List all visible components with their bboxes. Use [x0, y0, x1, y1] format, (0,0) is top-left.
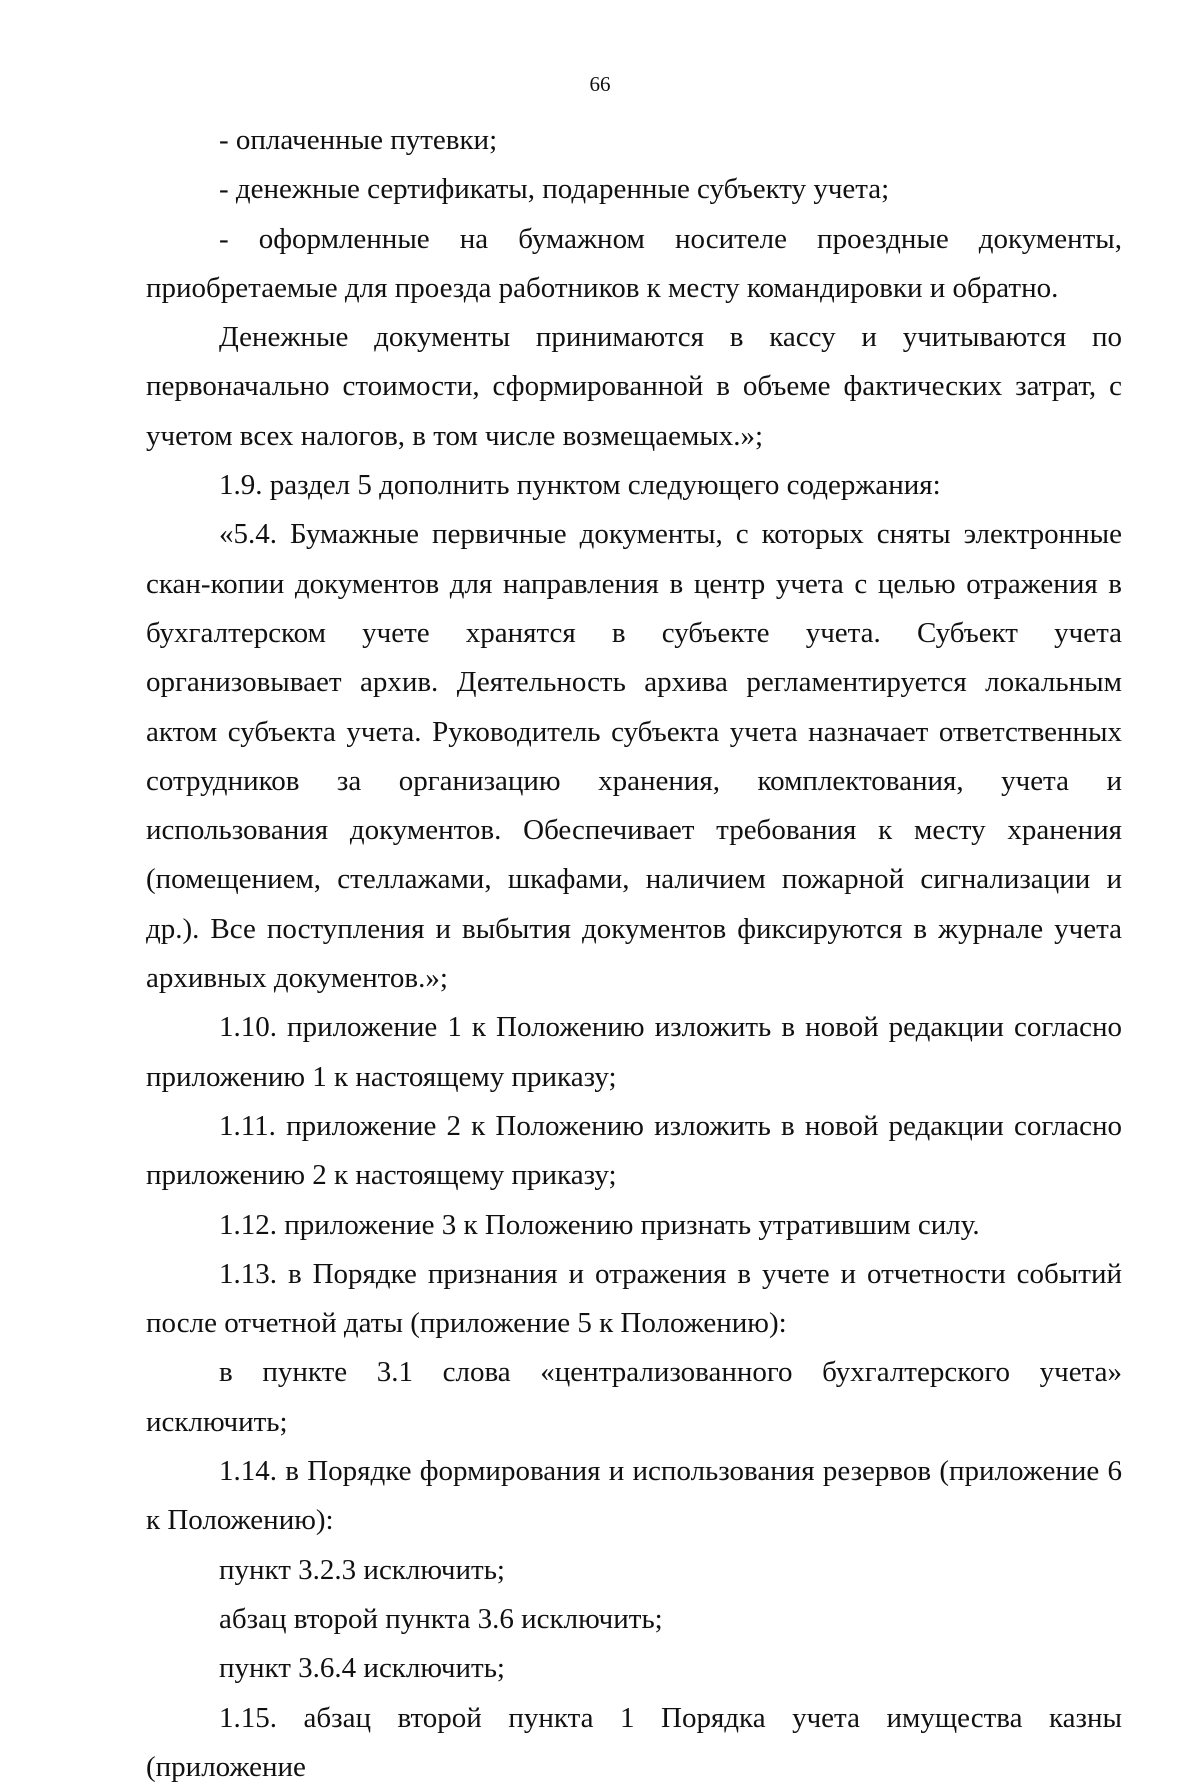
- paragraph-money-certificates: - денежные сертификаты, подаренные субъекту учета;: [146, 165, 1122, 214]
- paragraph-item-1-9: 1.9. раздел 5 дополнить пунктом следующего содержания:: [146, 461, 1122, 510]
- paragraph-paid-vouchers: - оплаченные путевки;: [146, 116, 1122, 165]
- paragraph-item-3-6-4: пункт 3.6.4 исключить;: [146, 1644, 1122, 1693]
- paragraph-item-1-11: 1.11. приложение 2 к Положению изложить в новой редакции согласно приложению 2 к настоящему приказу;: [146, 1102, 1122, 1201]
- paragraph-item-3-2-3: пункт 3.2.3 исключить;: [146, 1546, 1122, 1595]
- paragraph-item-1-15: 1.15. абзац второй пункта 1 Порядка учета имущества казны (приложение: [146, 1694, 1122, 1792]
- paragraph-item-1-10: 1.10. приложение 1 к Положению изложить в новой редакции согласно приложению 1 к настоящему приказу;: [146, 1003, 1122, 1102]
- paragraph-item-1-12: 1.12. приложение 3 к Положению признать утратившим силу.: [146, 1201, 1122, 1250]
- paragraph-item-5-4: «5.4. Бумажные первичные документы, с которых сняты электронные скан-копии документов для направления в центр учета с целью отражения в бухгалтерском учете хранятся в субъекте учета. Субъект учета организовывает архив. Деятельность архива регламентируется локальным актом субъекта учета. Руководитель субъекта учета назначает ответственных сотрудников за организацию хранения, комплектования, учета и использования документов. Обеспечивает требования к месту хранения (помещением, стеллажами, шкафами, наличием пожарной сигнализации и др.). Все поступления и выбытия документов фиксируются в журнале учета архивных документов.»;: [146, 510, 1122, 1003]
- paragraph-item-3-6: абзац второй пункта 3.6 исключить;: [146, 1595, 1122, 1644]
- document-body: [146, 116, 1122, 1792]
- paragraph-item-1-14: 1.14. в Порядке формирования и использования резервов (приложение 6 к Положению):: [146, 1447, 1122, 1546]
- paragraph-item-3-1: в пункте 3.1 слова «централизованного бухгалтерского учета» исключить;: [146, 1348, 1122, 1447]
- paragraph-travel-documents: - оформленные на бумажном носителе проездные документы, приобретаемые для проезда работников к месту командировки и обратно.: [146, 215, 1122, 314]
- paragraph-monetary-documents: Денежные документы принимаются в кассу и учитываются по первоначально стоимости, сформированной в объеме фактических затрат, с учетом всех налогов, в том числе возмещаемых.»;: [146, 313, 1122, 461]
- page-number: 66: [0, 72, 1200, 96]
- paragraph-item-1-13: 1.13. в Порядке признания и отражения в учете и отчетности событий после отчетной даты (приложение 5 к Положению):: [146, 1250, 1122, 1349]
